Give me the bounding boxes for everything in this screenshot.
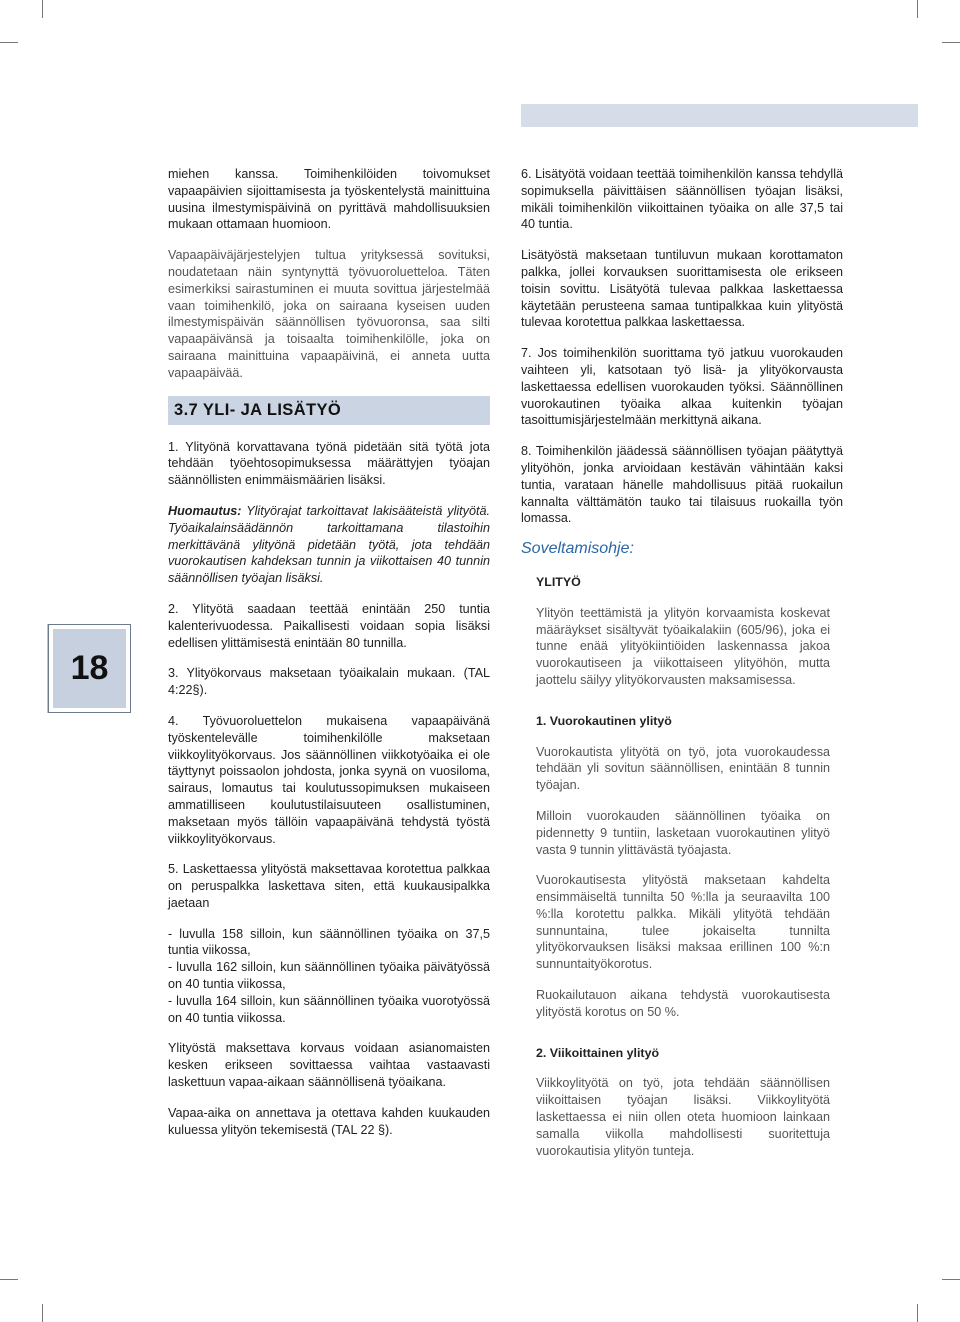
crop-mark <box>42 1304 43 1322</box>
paragraph: Viikkoylityötä on työ, jota tehdään säännöllisen viikoittaisen työajan lisäksi. Viikkoylityötä laskettaessa ei niin ollen oteta huomioon lainkaan samalla viikolla mahdollisesti suoritettuja vuorokautisia ylityön tunteja. <box>536 1076 830 1158</box>
paragraph: 6. Lisätyötä voidaan teettää toimihenkilön kanssa tehdyllä sopimuksella päivittäisen säännöllisen työajan lisäksi, mikäli toimihenkilön viikoittainen työaika on alle 37,5 tai 40 tuntia. <box>521 167 843 232</box>
paragraph: 4. Työvuoroluettelon mukaisena vapaapäivänä työskentelevälle toimihenkilölle maksetaan viikkoylityökorvaus. Jos säännöllinen viikkotyöaika ei ole täyttynyt poissaolon johdosta, jonka syynä on vuosiloma, sairaus, lomautus tai koulutussopimuksen mukaiseen ammatilliseen koulutustilaisuuteen osallistuminen, maksetaan myös tällöin vapaapäivänä tehdystä työstä viikkoylityökorvaus. <box>168 713 490 846</box>
subheading: YLITYÖ <box>536 574 581 589</box>
section-heading: 3.7 YLI- JA LISÄTYÖ <box>168 396 490 425</box>
paragraph: 5. Laskettaessa ylityöstä maksettavaa korotettua palkkaa on peruspalkka laskettava siten, että kuukausipalkka jaetaan <box>168 862 490 910</box>
note-label: Huomautus: <box>168 503 242 518</box>
crop-mark <box>42 0 43 18</box>
crop-mark <box>942 42 960 43</box>
paragraph: miehen kanssa. Toimihenkilöiden toivomukset vapaapäivien sijoittamisesta ja työskentelystä mainittuina uusina ilmestymispäivinä on pyrittävä mahdollisuuksien mukaan ottamaan huomioon. <box>168 167 490 232</box>
crop-mark <box>0 42 18 43</box>
paragraph: Lisätyöstä maksetaan tuntiluvun mukaan korottamaton palkka, jollei korvauksen suorittamisesta ole erikseen toisin sovittu. Lisätyötä tulevaa palkkaa laskettaessa käytetään perusteena samaa tuntipalkkaa kuin ylityöstä tulevaa korotettua palkkaa laskettaessa. <box>521 248 843 330</box>
subheading: 2. Viikoittainen ylityö <box>536 1045 660 1060</box>
paragraph: 7. Jos toimihenkilön suorittama työ jatkuu vuorokauden vaihteen yli, katsotaan työ lisä- ja ylityökorvausta laskettaessa edellisen vuorokauden työksi. Säännöllinen vuorokautinen työaika alkaa kuitenkin työajan tasoittumisjärjestelmään merkittynä aikana. <box>521 346 843 428</box>
note-text: Ylityörajat tarkoittavat lakisääteistä ylityötä. Työaikalainsäädännön tarkoittamana tilastoihin merkittävänä ylityönä pidetään työtä, jota tehdään vuorokautisen kahdeksan tunnin ja viikottaisen 40 tunnin säännöllisen työajan lisäksi. <box>168 503 490 586</box>
paragraph: 2. Ylityötä saadaan teettää enintään 250 tuntia kalenterivuodessa. Paikallisesti voidaan sopia lisäksi edellisen ylittämisestä enintään 80 tunnilla. <box>168 601 490 650</box>
paragraph: Ylityön teettämistä ja ylityön korvaamista koskevat määräykset sisältyvät työaikalakiin (605/96), joka ei tunne enää ylityökiintiöiden laskennassa jakoa vuorokautiseen ja viikottaiseen ylityöhön, mutta jaottelu säilyy ylityökorvausten maksamisessa. <box>536 605 830 687</box>
guideline-block <box>536 574 830 1160</box>
list-item: - luvulla 162 silloin, kun säännöllinen työaika päivätyössä on 40 tuntia viikossa, <box>168 960 490 992</box>
header-color-block <box>521 104 918 127</box>
paragraph: Milloin vuorokauden säännöllinen työaika on pidennetty 9 tuntiin, lasketaan vuorokautinen ylityö vasta 9 tunnin ylittävästä työajasta. <box>536 808 830 857</box>
crop-mark <box>942 1279 960 1280</box>
paragraph: Vapaapäiväjärjestelyjen tultua yrityksessä sovituksi, noudatetaan näin syntynyttä työvuoroluetteloa. Täten esimerkiksi sairastuminen ei muuta sovittua järjestelmää vaan toimihenkilö, joka on sairaana kyseisen uuden ilmestymispäivän säännöllisen työvuoronsa, saa silti vapaapäivänsä ja toisaalta toimihenkilölle, joka on sairaana mainittuina vapaapäivinä, ei anneta uutta vapaapäivää. <box>168 248 490 380</box>
paragraph: 1. Ylityönä korvattavana työnä pidetään sitä työtä jota tehdään työehtosopimuksessa määrättyjen työajan säännöllisten enimmäismäärien lisäksi. <box>168 439 490 488</box>
subheading: 1. Vuorokautinen ylityö <box>536 713 672 728</box>
paragraph: Vuorokautista ylityötä on työ, jota vuorokaudessa tehdään yli sovitun säännöllisen, enintään 8 tunnin työajan. <box>536 744 830 793</box>
crop-mark <box>917 0 918 18</box>
guideline-heading: Soveltamisohje: <box>521 540 634 558</box>
crop-mark <box>0 1279 18 1280</box>
chapter-number: 18 <box>53 629 126 708</box>
paragraph: 8. Toimihenkilön jäädessä säännöllisen työajan päätyttyä ylityöhön, jonka arvioidaan kestävän vähintään kaksi tuntia, varataan hänelle mahdollisuus pitää ruokailun kannalta välttämätön tauko tai tilaisuus ruokailla työn lomassa. <box>521 444 843 526</box>
paragraph: Vuorokautisesta ylityöstä maksetaan kahdelta ensimmäiseltä tunnilta 50 %:lla ja seuraavilta 100 %:lla korotettu palkka. Mikäli ylityötä tehdään sunnuntaina, tulee jokaiselta tunnilta ylityökorvauksen lisäksi maksaa erillinen 100 %:n sunnuntaityökorotus. <box>536 873 830 972</box>
list-item: - luvulla 164 silloin, kun säännöllinen työaika vuorotyössä on 40 tuntia viikossa. <box>168 993 490 1025</box>
paragraph: Ylityöstä maksettava korvaus voidaan asianomaisten kesken erikseen sovittaessa vaihtaa vastaavasti laskettuun vapaa-aikaan säännöllisenä työaikana. <box>168 1041 490 1090</box>
right-column <box>521 166 843 1173</box>
paragraph: 3. Ylityökorvaus maksetaan työaikalain mukaan. (TAL 4:22§). <box>168 666 490 698</box>
list-item: - luvulla 158 silloin, kun säännöllinen työaika on 37,5 tuntia viikossa, <box>168 926 490 958</box>
left-column <box>168 166 490 1152</box>
paragraph: Vapaa-aika on annettava ja otettava kahden kuukauden kuluessa ylityön tekemisestä (TAL 22 §). <box>168 1105 490 1137</box>
crop-mark <box>917 1304 918 1322</box>
paragraph: Ruokailutauon aikana tehdystä vuorokautisesta ylityöstä korotus on 50 %. <box>536 988 830 1019</box>
chapter-tab <box>48 624 131 713</box>
note <box>168 503 490 587</box>
